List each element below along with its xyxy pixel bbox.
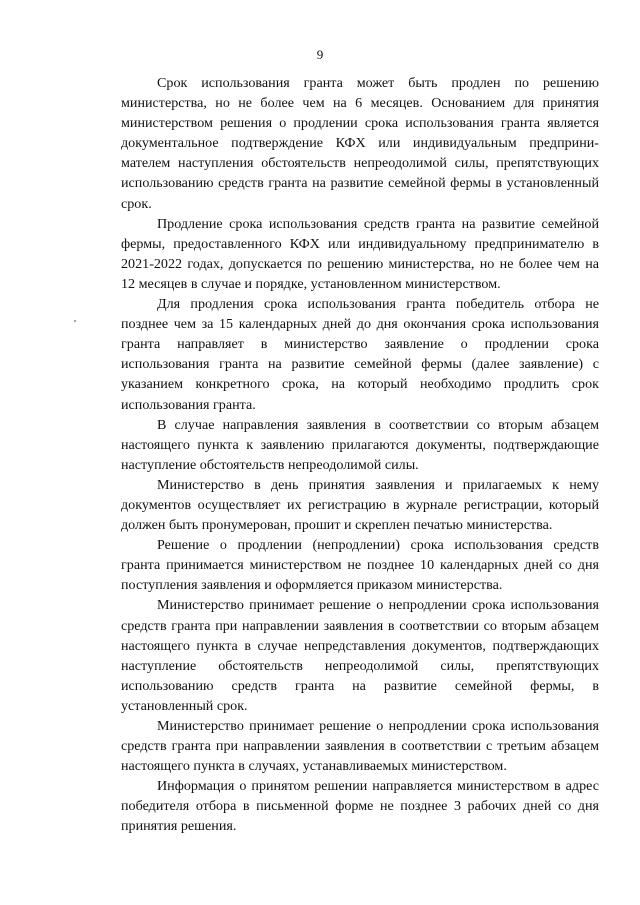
paragraph xyxy=(121,535,599,595)
paragraph-line: принятия решения. xyxy=(121,818,237,835)
paragraph-line: фермы, предоставленного КФХ или индивидуальному предпринимателю в xyxy=(121,235,599,252)
paragraph-line: настоящего пункта в случаях, устанавливаемых министерством. xyxy=(121,758,507,775)
paragraph-line: использованию средств гранта на развитие семейной фермы в установленный xyxy=(121,175,599,192)
paragraph-line: позднее чем за 15 календарных дней до дня окончания срока использования xyxy=(121,316,599,333)
paragraph xyxy=(121,595,599,716)
paragraph-line: настоящего пункта в случае непредставления документов, подтверждающих xyxy=(121,637,599,654)
paragraph-line: 12 месяцев в случае и порядке, установленном министерством. xyxy=(121,275,501,292)
paragraph-line: использованию средств гранта на развитие семейной фермы, в xyxy=(121,677,599,694)
paragraph-line: средств гранта при направлении заявления в соответствии с третьим абзацем xyxy=(121,738,599,755)
paragraph-line: Министерство принимает решение о непродлении срока использования xyxy=(157,597,599,614)
document-body xyxy=(121,73,599,837)
paragraph-line: Информация о принятом решении направляется министерством в адрес xyxy=(157,778,599,795)
paragraph-line: гранта принимается министерством не позднее 10 календарных дней со дня xyxy=(121,557,599,574)
paragraph-line: срок. xyxy=(121,195,152,212)
paragraph xyxy=(121,294,599,415)
paragraph-line: Министерство принимает решение о непродлении срока использования xyxy=(157,718,599,734)
paragraph-line: поступления заявления и оформляется приказом министерства. xyxy=(121,577,503,594)
paragraph-line: победителя отбора в письменной форме не позднее 3 рабочих дней со дня xyxy=(121,798,599,815)
paragraph xyxy=(121,776,599,836)
paragraph xyxy=(121,475,599,535)
paragraph-line: В случае направления заявления в соответствии со вторым абзацем xyxy=(157,416,599,433)
paragraph-line: гранта направляет в министерство заявление о продлении срока xyxy=(121,336,599,353)
paragraph-line: мателем наступления обстоятельств непреодолимой силы, препятствующих xyxy=(121,155,599,172)
margin-mark xyxy=(74,320,76,322)
paragraph-line: министерством решения о продлении срока использования гранта является xyxy=(121,115,599,132)
paragraph-line: Решение о продлении (непродлении) срока использования средств xyxy=(157,537,599,554)
paragraph-line: использования гранта. xyxy=(121,396,256,413)
paragraph-line: должен быть пронумерован, прошит и скреплен печатью министерства. xyxy=(121,517,553,534)
paragraph xyxy=(121,214,599,294)
paragraph xyxy=(121,716,599,776)
paragraph-line: использования гранта на развитие семейной фермы (далее заявление) с xyxy=(121,356,599,373)
paragraph-line: документальное подтверждение КФХ или индивидуальным предприни- xyxy=(121,135,599,152)
paragraph-line: документов осуществляет их регистрацию в журнале регистрации, который xyxy=(121,496,599,513)
paragraph-line: установленный срок. xyxy=(121,697,248,714)
paragraph-line: средств гранта при направлении заявления в соответствии со вторым абзацем xyxy=(121,617,599,634)
page-number: 9 xyxy=(316,47,324,62)
paragraph-line: Продление срока использования средств гранта на развитие семейной xyxy=(157,215,599,232)
paragraph-line: Для продления срока использования гранта победитель отбора не xyxy=(157,296,599,313)
paragraph-line: настоящего пункта к заявлению прилагаются документы, подтверждающие xyxy=(121,436,599,453)
paragraph-line: Министерство в день принятия заявления и прилагаемых к нему xyxy=(157,476,599,493)
paragraph xyxy=(121,415,599,475)
paragraph-line: министерства, но не более чем на 6 месяцев. Основанием для принятия xyxy=(121,95,599,112)
paragraph-line: наступление обстоятельств непреодолимой силы, препятствующих xyxy=(121,657,599,674)
paragraph-line: наступление обстоятельств непреодолимой силы. xyxy=(121,456,419,473)
paragraph xyxy=(121,73,599,214)
paragraph-line: указанием конкретного срока, на который необходимо продлить срок xyxy=(121,376,599,393)
paragraph-line: 2021-2022 годах, допускается по решению министерства, но не более чем на xyxy=(121,255,599,272)
paragraph-line: Срок использования гранта может быть продлен по решению xyxy=(157,75,599,91)
